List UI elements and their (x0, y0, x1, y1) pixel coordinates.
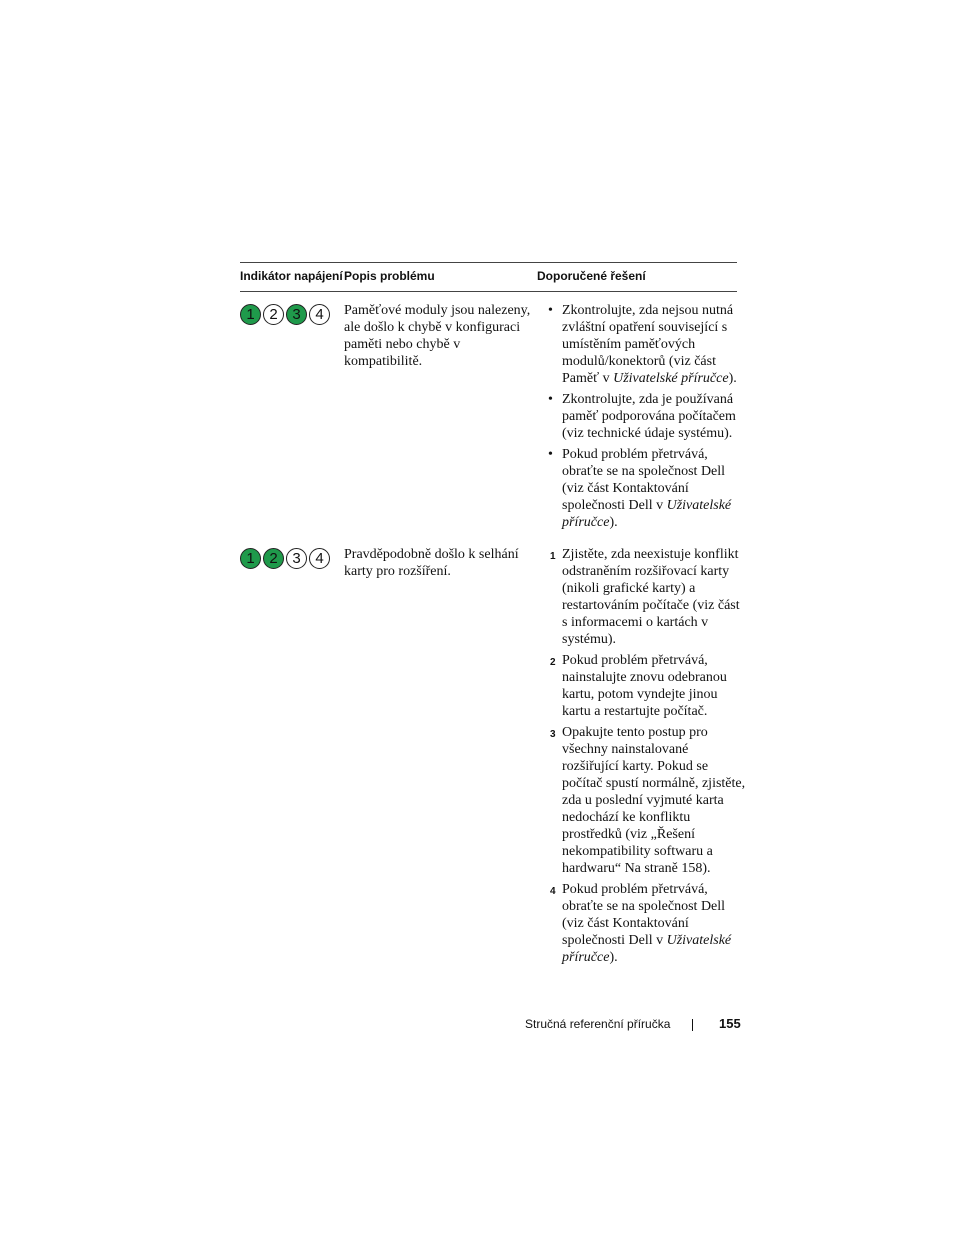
bullet-icon: • (548, 447, 553, 462)
table-header-rule (240, 291, 737, 292)
list-item (547, 881, 747, 966)
power-led-icon: 3 (286, 548, 307, 569)
step-number: 2 (550, 657, 556, 668)
solution-text: Zjistěte, zda neexistuje konflikt odstraněním rozšiřovací karty (nikoli grafické karty) a restartováním počítače (viz část s informacemi o kartách v systému). (562, 547, 740, 647)
page-number: 155 (719, 1016, 741, 1031)
footer-title: Stručná referenční příručka (525, 1017, 671, 1031)
solution-text-tail: ). (609, 950, 618, 965)
manual-reference: Uživatelské příručce (562, 933, 732, 965)
manual-reference: Uživatelské příručce (562, 498, 732, 530)
solution-text (562, 391, 747, 442)
bullet-icon: • (548, 303, 553, 318)
solution-text-tail: ). (728, 371, 737, 386)
solution-text-body: Zkontrolujte, zda je používaná paměť podporována počítačem (viz technické údaje systému). (562, 392, 736, 441)
solution-text (562, 446, 747, 531)
list-item (547, 724, 747, 877)
table-row (240, 546, 746, 970)
step-number: 3 (550, 729, 556, 740)
table-header (240, 263, 737, 291)
solution-list (547, 302, 747, 531)
solution-cell (547, 302, 747, 535)
solution-text-tail: ). (609, 515, 618, 530)
solution-text (562, 881, 747, 966)
led-cell (240, 302, 344, 535)
header-power-indicator: Indikátor napájení (240, 269, 343, 283)
list-item (547, 302, 747, 387)
list-item (547, 446, 747, 531)
page-footer (0, 1015, 954, 1035)
solution-list (547, 546, 747, 966)
solution-text-body: Pokud problém přetrvává, obraťte se na společnost Dell (viz část Kontaktování společnosti Dell v (562, 447, 726, 513)
list-item (547, 652, 747, 720)
led-cell (240, 546, 344, 970)
power-led-icon: 1 (240, 304, 261, 325)
solution-text-body: Zkontrolujte, zda nejsou nutná zvláštní opatření související s umístěním paměťových modulů/konektorů (viz část Paměť v (562, 303, 734, 386)
step-number: 1 (550, 551, 556, 562)
solution-text: Opakujte tento postup pro všechny nainstalované rozšiřující karty. Pokud se počítač spustí normálně, zjistěte, zda u poslední vyjmuté karta nedochází ke konfliktu prostředků (viz „Řešení nekompatibility softwaru a hardwaru“ Na straně 158). (562, 725, 746, 876)
power-leds (240, 302, 344, 325)
table-row (240, 302, 737, 535)
solution-text: Pokud problém přetrvává, nainstalujte znovu odebranou kartu, potom vyndejte jinou kartu a restartujte počítač. (562, 653, 727, 719)
solution-cell (547, 546, 747, 970)
manual-reference: Uživatelské příručce (613, 371, 729, 386)
problem-description: Paměťové moduly jsou nalezeny, ale došlo k chybě v konfiguraci paměti nebo chybě v kompatibilitě. (344, 303, 531, 369)
problem-description: Pravděpodobně došlo k selhání karty pro rozšíření. (344, 547, 519, 579)
list-item (547, 546, 747, 648)
footer-divider (692, 1019, 693, 1031)
header-problem-description: Popis problému (344, 269, 435, 283)
power-led-icon: 4 (309, 304, 330, 325)
solution-text (562, 302, 747, 387)
list-item (547, 391, 747, 442)
bullet-icon: • (548, 392, 553, 407)
solution-text-body: Pokud problém přetrvává, obraťte se na společnost Dell (viz část Kontaktování společnosti Dell v (562, 882, 726, 948)
step-number: 4 (550, 886, 556, 897)
power-indicator-table (240, 262, 746, 970)
power-led-icon: 3 (286, 304, 307, 325)
power-led-icon: 2 (263, 548, 284, 569)
header-recommended-solution: Doporučené řešení (537, 269, 646, 283)
power-leds (240, 546, 344, 569)
power-led-icon: 4 (309, 548, 330, 569)
power-led-icon: 2 (263, 304, 284, 325)
power-led-icon: 1 (240, 548, 261, 569)
